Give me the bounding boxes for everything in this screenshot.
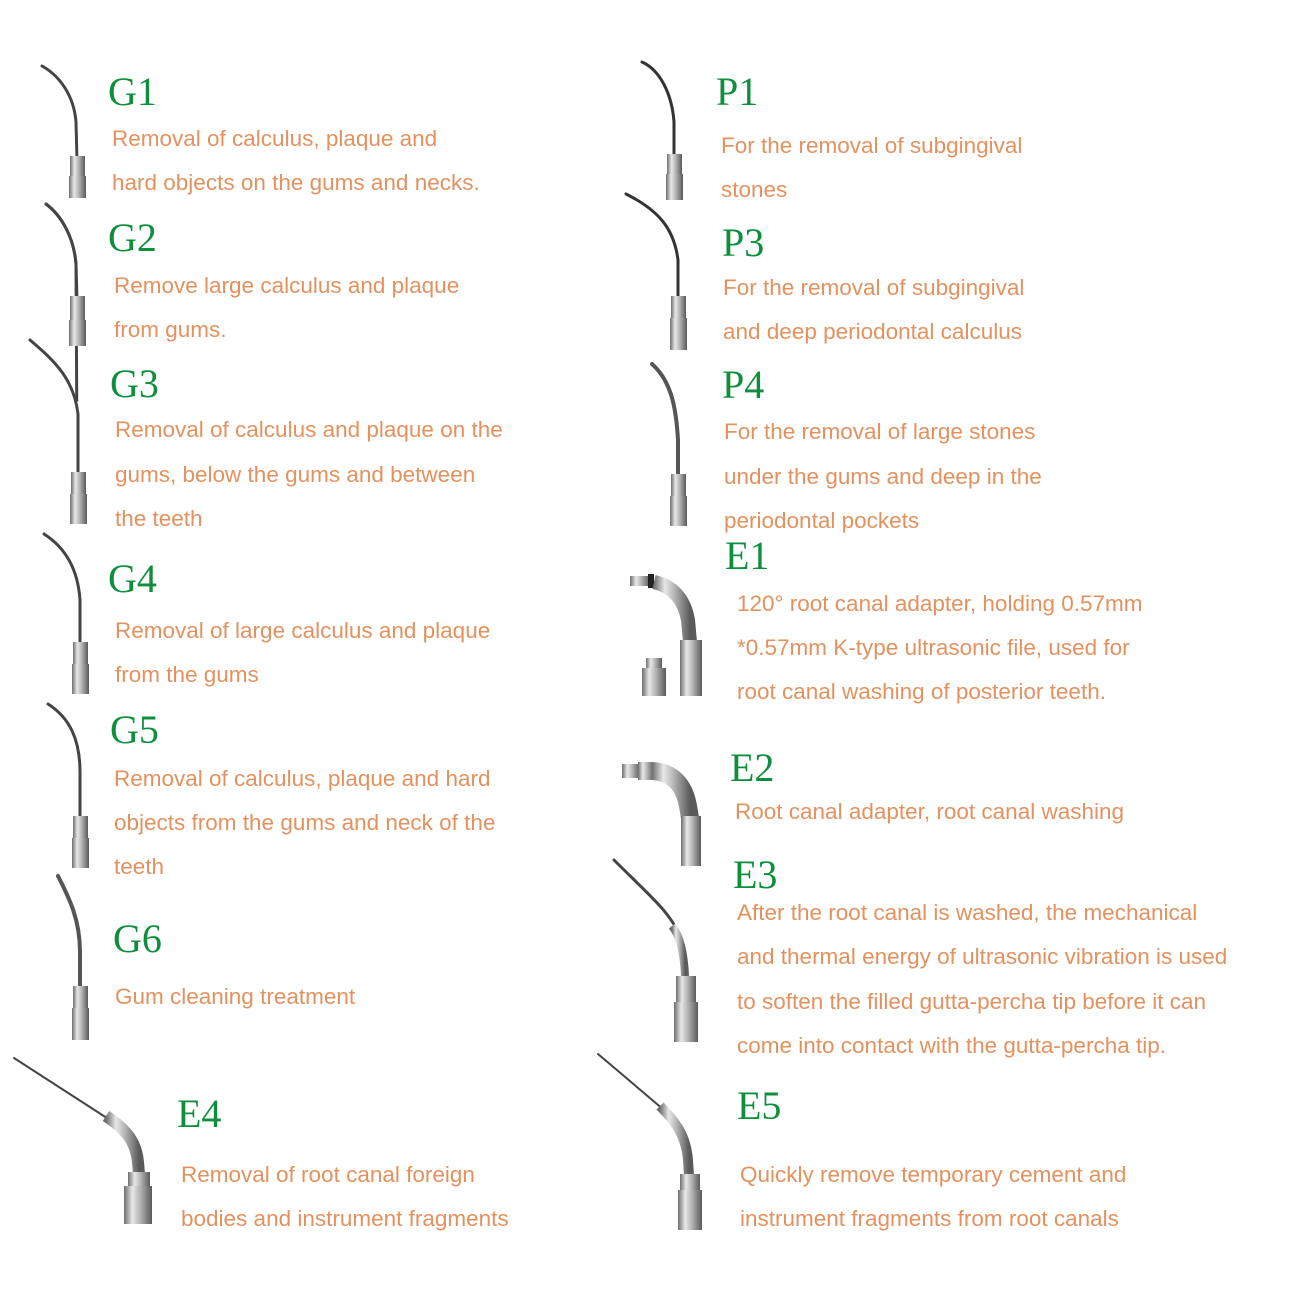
e5-description-line: Quickly remove temporary cement and: [740, 1162, 1127, 1187]
p4-description-line: periodontal pockets: [724, 508, 920, 533]
g2-description: [114, 264, 459, 352]
e5-description-line: instrument fragments from root canals: [740, 1206, 1119, 1231]
e1-description-line: *0.57mm K-type ultrasonic file, used for: [737, 635, 1130, 660]
p4-description-line: under the gums and deep in the: [724, 463, 1042, 489]
e4-description-line: bodies and instrument fragments: [181, 1206, 509, 1231]
e2-code: E2: [730, 745, 775, 790]
g3-description-line: Removal of calculus and plaque on the: [115, 417, 503, 442]
g3-description-line: the teeth: [115, 506, 203, 531]
g1-code: G1: [108, 69, 157, 114]
p3-description-line: For the removal of subgingival: [723, 275, 1025, 300]
g4-code: G4: [108, 556, 157, 601]
p1-description: [721, 124, 1022, 212]
p1-code: P1: [716, 69, 759, 114]
g1-description-line: hard objects on the gums and necks.: [112, 170, 480, 195]
e3-tip-image: [610, 856, 715, 1046]
e3-description-line: and thermal energy of ultrasonic vibration is used: [737, 944, 1228, 970]
g1-description-line: Removal of calculus, plaque and: [112, 126, 438, 151]
e1-tip-image: [628, 570, 710, 700]
p1-description-line: For the removal of subgingival: [721, 133, 1023, 158]
p3-description-line: and deep periodontal calculus: [723, 319, 1022, 344]
g6-description: [115, 983, 355, 1011]
e3-code: E3: [733, 852, 778, 897]
e4-code: E4: [177, 1091, 222, 1136]
p3-code: P3: [722, 220, 765, 265]
g2-code: G2: [108, 215, 157, 260]
p4-description: [724, 410, 1042, 544]
e1-code: E1: [725, 533, 770, 578]
g4-description: [115, 609, 490, 697]
p4-description-line: For the removal of large stones: [724, 419, 1036, 444]
g6-code: G6: [113, 916, 162, 961]
p4-tip-image: [648, 360, 708, 530]
g2-description-line: Remove large calculus and plaque: [114, 273, 460, 298]
g3-code: G3: [110, 361, 159, 406]
g5-description-line: teeth: [114, 854, 165, 879]
e3-description: [737, 891, 1227, 1068]
e4-tip-image: [10, 1054, 160, 1229]
e3-description-line: After the root canal is washed, the mechanical: [737, 900, 1198, 925]
e1-description: [737, 582, 1143, 714]
e5-description: [740, 1153, 1126, 1241]
p1-description-line: stones: [721, 177, 788, 202]
e1-description-line: 120° root canal adapter, holding 0.57mm: [737, 591, 1143, 616]
g6-tip-image: [48, 872, 108, 1042]
g3-description-line: gums, below the gums and between: [115, 461, 476, 487]
e2-description-line: Root canal adapter, root canal washing: [735, 799, 1125, 824]
g2-description-line: from gums.: [114, 317, 227, 342]
p1-tip-image: [636, 58, 696, 203]
e4-description-line: Removal of root canal foreign: [181, 1162, 475, 1187]
e2-description: [735, 798, 1124, 826]
g3-description: [115, 408, 503, 542]
g4-tip-image: [38, 530, 108, 695]
p4-code: P4: [722, 362, 765, 407]
g5-description-line: objects from the gums and neck of the: [114, 810, 496, 835]
e4-description: [181, 1153, 509, 1241]
e3-description-line: to soften the filled gutta-percha tip before it can: [737, 988, 1207, 1014]
e2-tip-image: [620, 756, 710, 871]
e1-description-line: root canal washing of posterior teeth.: [737, 679, 1106, 704]
g5-tip-image: [40, 700, 110, 870]
g5-description-line: Removal of calculus, plaque and hard: [114, 766, 491, 791]
g4-description-line: from the gums: [115, 662, 259, 687]
g3-tip-image: [26, 336, 106, 526]
g1-tip-image: [30, 60, 100, 200]
e3-description-line: come into contact with the gutta-percha tip.: [737, 1032, 1166, 1058]
p3-description: [723, 266, 1024, 354]
g2-tip-image: [30, 200, 100, 350]
g4-description-line: Removal of large calculus and plaque: [115, 618, 491, 643]
g1-description: [112, 117, 480, 205]
e5-tip-image: [594, 1050, 719, 1235]
p3-tip-image: [622, 190, 702, 355]
g5-code: G5: [110, 707, 159, 752]
g6-description-line: Gum cleaning treatment: [115, 984, 356, 1009]
e5-code: E5: [737, 1083, 782, 1128]
g5-description: [114, 757, 495, 889]
